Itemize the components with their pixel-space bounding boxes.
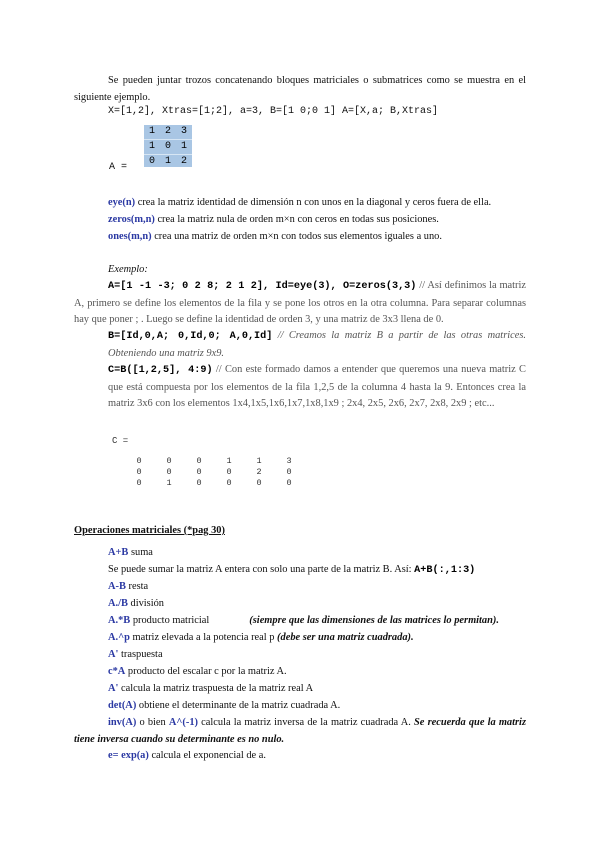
matrix-a-row	[144, 140, 192, 155]
matrix-c-cell: 2	[256, 467, 262, 477]
op-desc: calcula la matriz traspuesta de la matriz real A	[118, 683, 314, 694]
matrix-a-cell: 2	[180, 156, 187, 167]
matrix-c-cell: 0	[196, 467, 202, 477]
matrix-c-row	[124, 478, 304, 489]
function-desc: crea la matriz nula de orden m×n con ceros en todas sus posiciones.	[154, 214, 439, 225]
op-desc: división	[127, 598, 165, 609]
op-transpose-real	[108, 681, 526, 698]
example-1-code: A=[1 -1 -3; 0 2 8; 2 1 2], Id=eye(3), O=zeros(3,3)	[108, 281, 417, 292]
op-desc: producto del escalar c por la matriz A.	[125, 666, 287, 677]
matrix-c-cell: 0	[136, 478, 142, 488]
example-1-comment: // Así definimos la matriz A, primero se define los elementos de la fila y se pone los otros en la otra columna. Para separar columnas hay que poner ; . Luego se define la identidad de orden 3, y una matriz de 3x3 llena de 0.	[74, 280, 526, 325]
matrix-c-cell: 0	[166, 456, 172, 466]
function-name: eye(n)	[108, 197, 136, 208]
function-name: ones(m,n)	[108, 231, 152, 242]
op-name: A'	[108, 649, 119, 660]
op-name: e= exp(a)	[108, 750, 149, 761]
op-mul	[108, 613, 526, 630]
function-zeros	[108, 212, 526, 229]
op-sum	[108, 545, 526, 562]
matrix-a-cell: 1	[148, 126, 155, 137]
op-name: A./B	[108, 598, 128, 609]
example-3-comment: // Con este formado damos a entender que queremos una nueva matriz C que está compuesta por los elementos de la fila 1,2,5 de la columna 4 hasta la 9. Entonces crea la matriz 3x6 con los elementos 1x4,1x5,1x6,1x7,1x8,1x9 ; 2x4, 2x5, 2x6, 2x7, 2x8, 2x9 ; etc...	[108, 364, 526, 409]
matrix-a-row	[144, 155, 192, 169]
op-name: A.^p	[108, 632, 130, 643]
op-name: inv(A)	[108, 717, 137, 728]
matrix-c-cell: 0	[136, 467, 142, 477]
function-desc: crea la matriz identidad de dimensión n con unos en la diagonal y ceros fuera de ella.	[135, 197, 492, 208]
example-2-code: B=[Id,0,A; 0,Id,0; A,0,Id]	[108, 331, 273, 342]
op-desc: matriz elevada a la potencia real p	[129, 632, 278, 643]
matrix-a-cell: 1	[164, 156, 171, 167]
op-desc: o bien	[136, 717, 169, 728]
matrix-c-cell: 1	[256, 456, 262, 466]
example-3-code: C=B([1,2,5], 4:9)	[108, 365, 213, 376]
matrix-c-cell: 3	[286, 456, 292, 466]
op-desc: traspuesta	[118, 649, 163, 660]
matrix-c-output	[124, 456, 304, 489]
section-heading-text: Operaciones matriciales (*pag 30)	[74, 525, 225, 536]
example-2-comment: // Creamos la matriz B a partir de las otras matrices. Obteniendo una matriz 9x9.	[108, 330, 526, 359]
matrix-c-row	[124, 456, 304, 467]
matrix-c-cell: 0	[286, 478, 292, 488]
matrix-a-cell: 2	[164, 126, 171, 137]
op-scalar	[108, 664, 526, 681]
op-det	[108, 698, 526, 715]
op-inv	[74, 715, 526, 748]
matrix-c-cell: 0	[166, 467, 172, 477]
matrix-c-cell: 1	[226, 456, 232, 466]
matrix-a-cell: 0	[148, 156, 155, 167]
op-sub	[108, 579, 526, 596]
op-partial-sum	[108, 562, 526, 580]
matrix-a-cell: 1	[148, 141, 155, 152]
concat-code	[108, 104, 526, 121]
op-desc: producto matricial	[130, 615, 210, 626]
matrix-c-cell: 0	[196, 456, 202, 466]
example-3-paragraph	[108, 362, 526, 413]
op-name: A.*B	[108, 615, 131, 626]
function-eye	[108, 195, 526, 212]
op-note: (debe ser una matriz cuadrada).	[277, 632, 414, 643]
matrix-c-row	[124, 467, 304, 478]
example-title: Exemplo:	[108, 264, 148, 275]
op-desc: obtiene el determinante de la matriz cuadrada A.	[136, 700, 341, 711]
matrix-a-label: A =	[109, 162, 128, 173]
op-transpose	[108, 647, 526, 664]
op-name: det(A)	[108, 700, 137, 711]
matrix-c-label: C =	[112, 436, 129, 446]
matrix-a-cell: 0	[164, 141, 171, 152]
intro-text: Se pueden juntar trozos concatenando bloques matriciales o submatrices como se muestra en el siguiente ejemplo.	[74, 75, 526, 103]
matrix-c-cell: 0	[256, 478, 262, 488]
function-ones	[108, 229, 526, 246]
op-desc: Se puede sumar la matriz A entera con solo una parte de la matriz B. Así:	[108, 564, 415, 575]
op-div	[108, 596, 526, 613]
op-note: (siempre que las dimensiones de las matrices lo permitan).	[249, 615, 499, 626]
matrix-c-cell: 1	[166, 478, 172, 488]
section-heading-operaciones	[74, 523, 225, 540]
op-pow	[108, 630, 526, 647]
matrix-c-cell: 0	[286, 467, 292, 477]
intro-paragraph	[74, 73, 526, 106]
matrix-a-row	[144, 125, 192, 140]
op-desc: calcula el exponencial de a.	[148, 750, 266, 761]
function-name: zeros(m,n)	[108, 214, 155, 225]
op-exp	[108, 748, 526, 765]
op-name: c*A	[108, 666, 126, 677]
op-name: A-B	[108, 581, 126, 592]
matrix-c-cell: 0	[226, 478, 232, 488]
matrix-a-output	[144, 125, 192, 167]
op-note: Se recuerda que la matriz tiene inversa cuando su determinante es no nulo.	[74, 717, 526, 745]
matrix-a-cell: 3	[180, 126, 187, 137]
example-1-paragraph	[74, 278, 526, 329]
example-2-paragraph	[108, 328, 526, 362]
op-desc: resta	[125, 581, 149, 592]
concat-code-text: X=[1,2], Xtras=[1;2], a=3, B=[1 0;0 1] A=[X,a; B,Xtras]	[108, 106, 439, 117]
op-code: A+B(:,1:3)	[414, 565, 476, 576]
op-name: A'	[108, 683, 119, 694]
op-name: A+B	[108, 547, 129, 558]
matrix-c-cell: 0	[196, 478, 202, 488]
op-desc: suma	[128, 547, 153, 558]
matrix-c-cell: 0	[136, 456, 142, 466]
matrix-a-cell: 1	[180, 141, 187, 152]
function-desc: crea una matriz de orden m×n con todos sus elementos iguales a uno.	[151, 231, 442, 242]
op-name: A^(-1)	[168, 717, 199, 728]
op-desc: calcula la matriz inversa de la matriz cuadrada A.	[198, 717, 415, 728]
matrix-c-cell: 0	[226, 467, 232, 477]
